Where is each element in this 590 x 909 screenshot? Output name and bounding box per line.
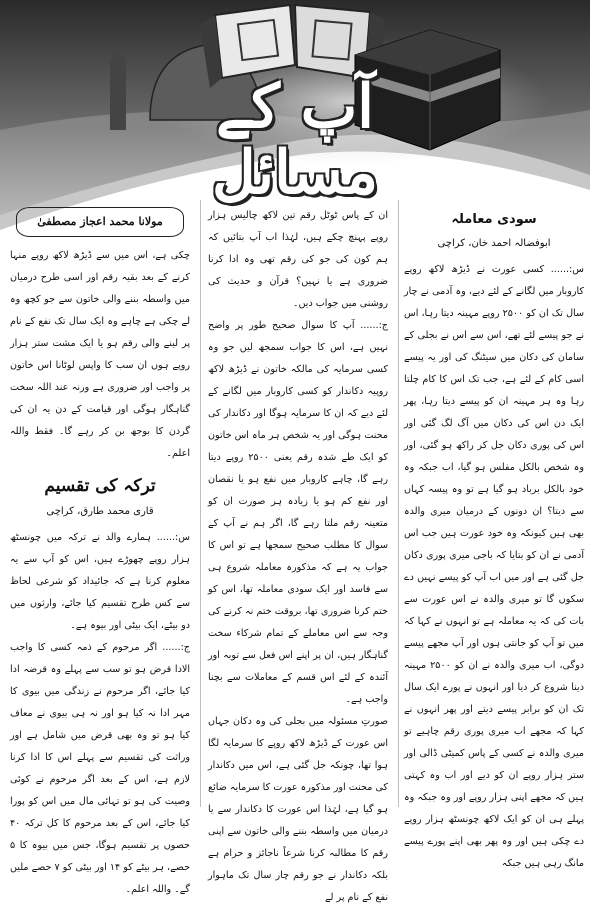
left-column: [10, 205, 190, 895]
author-name: مولانا محمد اعجاز مصطفیٰ: [16, 207, 184, 237]
question-paragraph: س:...... کسی عورت نے ڈیڑھ لاکھ روپے کاروبار میں لگانے کے لئے دیے، وہ آدمی نے چار سال تک ان کو ۲۵۰۰ روپے مہینہ دیتا رہا، اس نے جو پیسے لئے تھے، اس سے اس نے بجلی کے سامان کی دکان میں سیٹنگ کی اور یہ پیسے اسی کام کے لئے ہے، جب تک اس کا کام چلتا رہا وہ ہر مہینہ ان کو پیسے دیتا رہا، پھر ایک دن اس کی دکان میں آگ لگ گئی اور اس کی پوری دکان جل کر راکھ ہو گئی، اور وہ شخص بالکل مفلس ہو گیا، اب جبکہ وہ خود بالکل برباد ہو گیا ہے تو وہ پیسہ کہاں سے دیتا؟ ان دونوں کے درمیان میری والدہ بھی ہیں کیونکہ وہ خود عورت ہیں جب اس آدمی نے ان کو بتایا کہ باجی میری پوری دکان جل گئی ہے اور میں اب آپ کو پیسے نہیں دے سکوں گا تو میری والدہ نے اس عورت سے بات کی کہ یہ معاملہ ہے تو انہوں نے کہا کہ میں تو آپ کو جانتی ہوں اور آپ مجھے پیسے دوگی، اب میری والدہ نے ان کو ۲۵۰۰ مہینہ دینا شروع کر دیا اور انہوں نے پورے ایک سال تک ان کو برابر پیسے دیتے اور پھر انہوں نے کہا کہ مجھے اب میری پوری رقم چاہیے تو میری والدہ نے کسی کے پاس کمیٹی ڈالی اور ستر ہزار روپے ان کو دیے اور اب وہ کہتی ہیں کہ مجھے اپنی ہزار روپے اور وہ جبکہ وہ پہلے ہی ان کو ایک لاکھ چونسٹھ ہزار روپے دے چکی ہیں اور وہ پھر بھی اپنے پورے پیسے مانگ رہی ہیں جبکہ: [404, 264, 584, 869]
masthead-title: آپ کے مسائل: [211, 72, 379, 208]
answer-paragraph: ج:...... آپ کا سوال صحیح طور پر واضح نہیں ہے، اس کا جواب سمجھ لیں جو وہ کسی سرمایہ کی مالکہ خاتون نے ڈیڑھ لاکھ روپیہ دکاندار کو کسی کاروبار میں لگانے کے لئے دیے کہ ان کا سرمایہ ہوگا اور دکاندار کی محنت ہوگی اور یہ شخص ہر ماہ اس خاتون کو ایک طے شدہ رقم یعنی ۲۵۰۰ روپے دیتا رہے گا، چاہے کاروبار میں نفع ہو یا نقصان اور نفع کم ہو یا زیادہ ہر صورت ان کو متعینہ رقم ملتا رہے گا، اگر ہم نے آپ کے سوال کا مطلب صحیح سمجھا ہے تو اس کا جواب یہ ہے کہ مذکورہ معاملہ شروع ہی سے فاسد اور ایک سودی معاملہ تھا، اس کو ختم کرنا ضروری تھا، بروقت ختم نہ کرنے کی وجہ سے اس معاملے کے تمام شرکاء سخت گناہگار ہیں، ان پر اپنے اس فعل سے توبہ اور آئندہ کے لئے اس قسم کے معاملات سے بچنا واجب ہے۔: [208, 320, 388, 705]
questioner-name: قاری محمد طارق، کراچی: [46, 506, 154, 517]
middle-column: [208, 205, 388, 903]
section-title: سودی معاملہ: [451, 212, 537, 227]
column-divider: [200, 200, 201, 807]
question-paragraph: س:...... ہمارے والد نے ترکہ میں چونسٹھ ہزار روپے چھوڑے ہیں، اس کو آپ سے یہ معلوم کرنا ہے کہ جائیداد کو شرعی لحاظ سے کس طرح تقسیم کیا جائے، وارثوں میں دو بیٹے، ایک بیٹی اور بیوہ ہے۔: [10, 532, 190, 631]
right-column: [404, 205, 584, 869]
masthead-banner: [0, 0, 590, 208]
section-title: ترکہ کی تقسیم: [44, 476, 156, 496]
body-paragraph: ان کے پاس ٹوٹل رقم تین لاکھ چالیس ہزار روپے پہنچ چکے ہیں، لہٰذا اب آپ بتائیں کہ ہم کون کی جو کی رقم تھی وہ ادا کرنا ضروری ہے یا نہیں؟ قرآن و حدیث کی روشنی میں جواب دیں۔: [208, 210, 388, 309]
body-paragraph: چکی ہے، اس میں سے ڈیڑھ لاکھ روپے منہا کرنے کے بعد بقیہ رقم اور اسی طرح درمیان میں واسطہ بننے والی خاتون سے جو کچھ وہ لے چکی ہے چاہے وہ ایک سال تک نفع کے نام پر لینے والی رقم ہو یا ایک مشت ستر ہزار روپے ہوں ان سب کا واپس لوٹانا اس خاتون پر واجب اور ضروری ہے ورنہ عند اللہ سخت گناہگار ہوگی اور قیامت کے دن یہ ان کی گردن کا بوجھ بن کر رہے گا۔ فقط واللہ اعلم۔: [10, 250, 190, 459]
questioner-name: ابوفضالہ احمد خان، کراچی: [437, 238, 551, 249]
column-divider: [398, 200, 399, 807]
body-paragraph: صورتِ مسئولہ میں بجلی کی وہ دکان جہاں اس عورت کے ڈیڑھ لاکھ روپے کا سرمایہ لگا ہوا تھا، چونکہ جل گئی ہے، اس میں دکاندار کی محنت اور مذکورہ عورت کا سرمایہ ضائع ہو گیا ہے، لہٰذا اس عورت کا دکاندار سے یا درمیان میں واسطہ بننے والی خاتون سے اپنی رقم کا مطالبہ کرنا شرعاً ناجائز و حرام ہے بلکہ دکاندار نے جو رقم چار سال تک ماہوار نفع کے نام پر لے: [208, 716, 388, 903]
answer-paragraph: ج:...... اگر مرحوم کے ذمہ کسی کا واجب الادا قرض ہو تو سب سے پہلے وہ قرضہ ادا کیا جائے، اگر مرحوم نے زندگی میں بیوی کا مہر ادا نہ کیا ہو اور نہ ہی بیوی نے معاف کیا ہو تو وہ بھی قرض میں شامل ہے اور وراثت کی تقسیم سے پہلے اس کا ادا کرنا لازم ہے، اس کے بعد اگر مرحوم نے کوئی وصیت کی ہو تو تہائی مال میں اس کو پورا کیا جائے، اس کے بعد مرحوم کا کل ترکہ ۴۰ حصوں پر تقسیم ہوگا، جس میں بیوہ کا ۵ حصے، ہر بیٹے کو ۱۴ اور بیٹی کو ۷ حصے ملیں گے۔ واللہ اعلم۔: [10, 642, 190, 895]
